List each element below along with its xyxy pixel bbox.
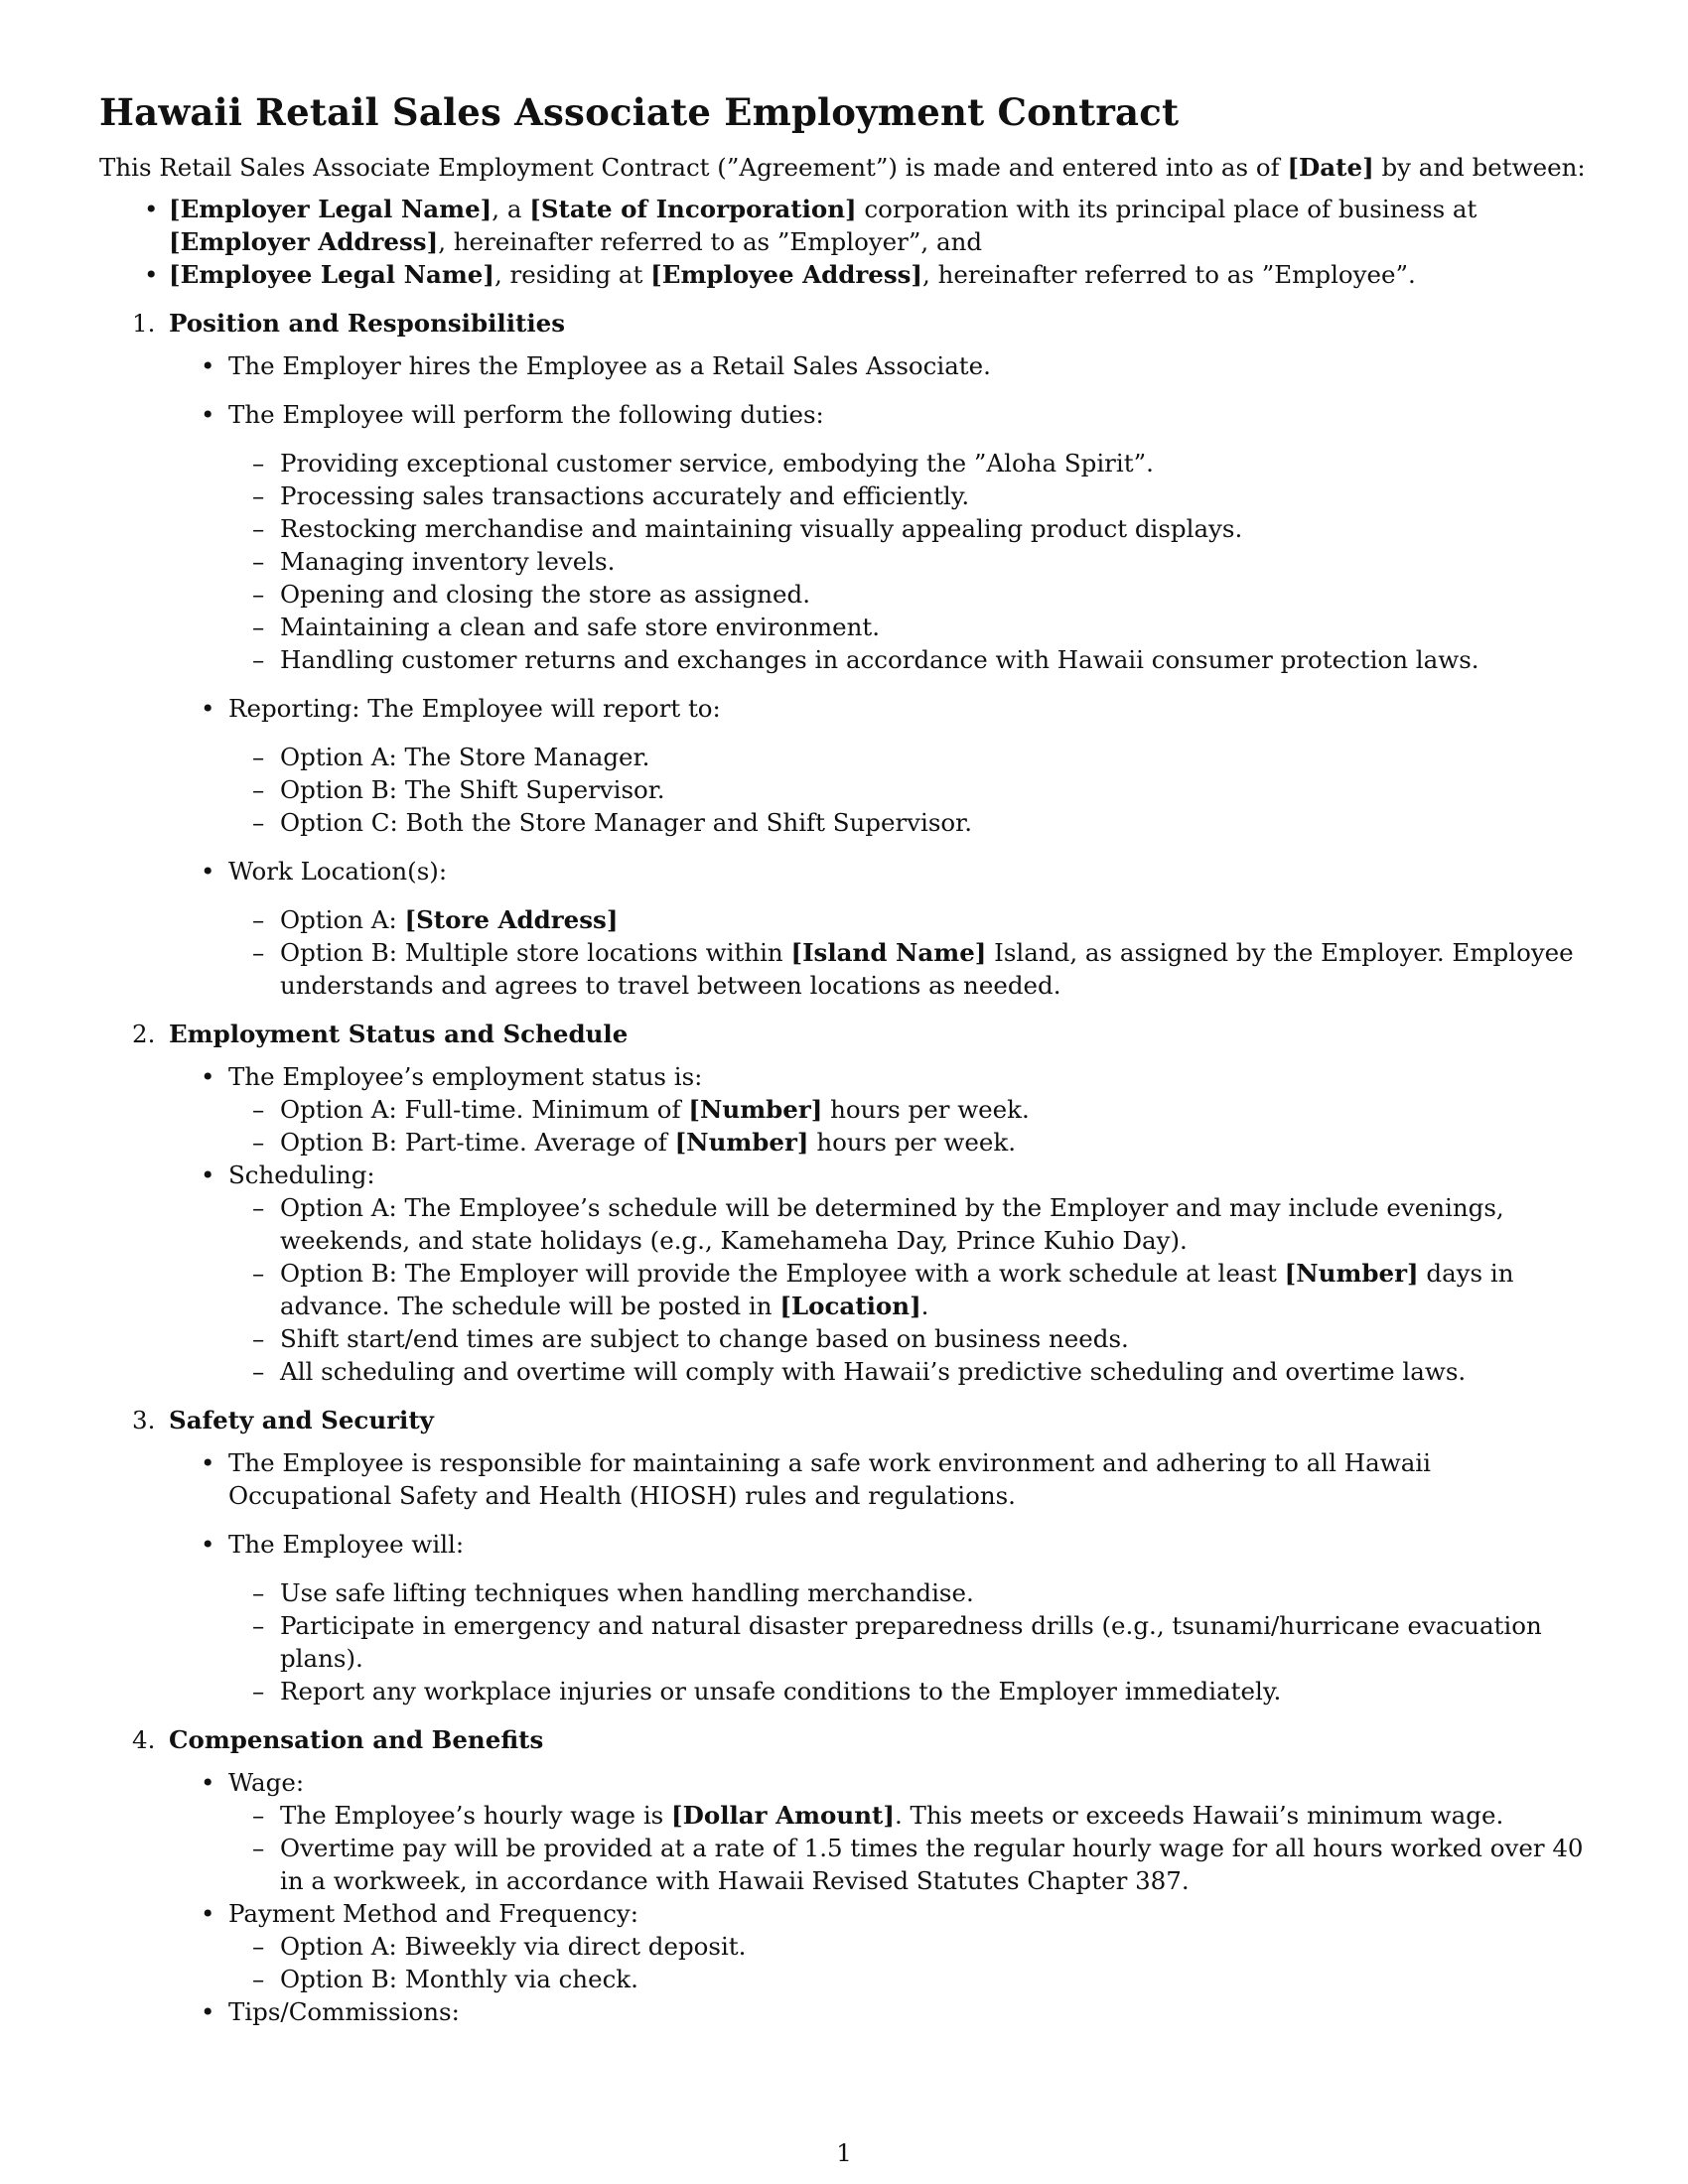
section-title: Position and Responsibilities bbox=[169, 309, 566, 338]
list-item: – Managing inventory levels. bbox=[228, 545, 1589, 578]
number-placeholder: [Number] bbox=[674, 1128, 809, 1157]
scheduling-list bbox=[228, 1191, 1589, 1388]
list-item: • The Employer hires the Employee as a Retail Sales Associate. bbox=[169, 349, 1589, 382]
list-item: – Opening and closing the store as assigned. bbox=[228, 578, 1589, 611]
list-item: – The Employee’s hourly wage is [Dollar Amount]. This meets or exceeds Hawaii’s minimum wage. bbox=[228, 1799, 1589, 1832]
will-list bbox=[228, 1576, 1589, 1707]
list-item: – Option B: Part-time. Average of [Number] hours per week. bbox=[228, 1126, 1589, 1159]
list-item: – Restocking merchandise and maintaining visually appealing product displays. bbox=[228, 512, 1589, 545]
section-1 bbox=[99, 307, 1589, 1002]
wage-item: • Wage: – The Employee’s hourly wage is [Dollar Amount]. This meets or exceeds Hawaii’s minimum wage. – Overtime pay will be provided at a rate of 1.5 times the regular hourly wage for all hours worked over 40 in a workweek, in accordance with Hawaii Revised Statutes Chapter 387. bbox=[169, 1766, 1589, 1897]
section-1-items bbox=[169, 349, 1589, 1002]
page-number: 1 bbox=[836, 2138, 852, 2167]
section-title: Safety and Security bbox=[169, 1406, 434, 1434]
employee-name-placeholder: [Employee Legal Name] bbox=[169, 260, 494, 289]
list-item: – Option A: The Employee’s schedule will be determined by the Employer and may include evenings, weekends, and state holidays (e.g., Kamehameha Day, Prince Kuhio Day). bbox=[228, 1191, 1589, 1257]
store-address-placeholder: [Store Address] bbox=[404, 905, 619, 934]
section-number: 1. bbox=[132, 309, 156, 338]
section-title: Employment Status and Schedule bbox=[169, 1020, 629, 1048]
list-item: – Option C: Both the Store Manager and Shift Supervisor. bbox=[228, 806, 1589, 839]
wage-list bbox=[228, 1799, 1589, 1897]
list-item: – Overtime pay will be provided at a rate of 1.5 times the regular hourly wage for all hours worked over 40 in a workweek, in accordance with Hawaii Revised Statutes Chapter 387. bbox=[228, 1832, 1589, 1897]
section-2 bbox=[99, 1018, 1589, 1388]
location-list bbox=[228, 903, 1589, 1002]
list-item: – Option B: The Employer will provide the Employee with a work schedule at least [Number] days in advance. The schedule will be posted in [Location]. bbox=[228, 1257, 1589, 1322]
island-name-placeholder: [Island Name] bbox=[790, 938, 987, 967]
duties-list bbox=[228, 447, 1589, 676]
list-item: – Option B: Multiple store locations within [Island Name] Island, as assigned by the Employer. Employee understands and agrees to travel between locations as needed. bbox=[228, 936, 1589, 1002]
section-number: 4. bbox=[132, 1725, 156, 1754]
number-placeholder: [Number] bbox=[1284, 1259, 1419, 1288]
list-item: – Shift start/end times are subject to change based on business needs. bbox=[228, 1322, 1589, 1355]
party-employee: • [Employee Legal Name], residing at [Employee Address], hereinafter referred to as ”Employee”. bbox=[99, 258, 1589, 291]
section-title: Compensation and Benefits bbox=[169, 1725, 544, 1754]
list-item: – All scheduling and overtime will comply with Hawaii’s predictive scheduling and overtime laws. bbox=[228, 1355, 1589, 1388]
section-3 bbox=[99, 1404, 1589, 1707]
list-item: – Processing sales transactions accurately and efficiently. bbox=[228, 479, 1589, 512]
duties-item: • The Employee will perform the following duties: – Providing exceptional customer service, embodying the ”Aloha Spirit”. – Processing sales transactions accurately and efficiently. – Restocking merchandise and maintaining visually appealing product displays. – Managing inventory levels. – Opening and closing the store as assigned. – Maintaining a clean and safe store environment. – Handling customer returns and exchanges in accordance with Hawaii consumer protection laws. bbox=[169, 398, 1589, 676]
section-4 bbox=[99, 1723, 1589, 2028]
scheduling-item: • Scheduling: – Option A: The Employee’s schedule will be determined by the Employer and may include evenings, weekends, and state holidays (e.g., Kamehameha Day, Prince Kuhio Day). – Option B: The Employer will provide the Employee with a work schedule at least [Number] days in advance. The schedule will be posted in [Location]. – Shift start/end times are subject to change based on business needs. – All scheduling and overtime will comply with Hawaii’s predictive scheduling and overtime laws. bbox=[169, 1159, 1589, 1388]
list-item: – Handling customer returns and exchanges in accordance with Hawaii consumer protection laws. bbox=[228, 643, 1589, 676]
number-placeholder: [Number] bbox=[688, 1095, 823, 1124]
list-item: – Participate in emergency and natural disaster preparedness drills (e.g., tsunami/hurricane evacuation plans). bbox=[228, 1609, 1589, 1675]
section-4-items bbox=[169, 1766, 1589, 2028]
status-item: • The Employee’s employment status is: – Option A: Full-time. Minimum of [Number] hours per week. – Option B: Part-time. Average of [Number] hours per week. bbox=[169, 1060, 1589, 1159]
section-3-items bbox=[169, 1446, 1589, 1707]
location-placeholder: [Location] bbox=[779, 1292, 921, 1320]
parties-list bbox=[99, 193, 1589, 291]
list-item: • The Employee is responsible for maintaining a safe work environment and adhering to all Hawaii Occupational Safety and Health (HIOSH) rules and regulations. bbox=[169, 1446, 1589, 1512]
list-item: – Option A: [Store Address] bbox=[228, 903, 1589, 936]
payment-item: • Payment Method and Frequency: – Option A: Biweekly via direct deposit. – Option B: Monthly via check. bbox=[169, 1897, 1589, 1995]
reporting-list bbox=[228, 741, 1589, 839]
list-item: – Option A: Full-time. Minimum of [Number] hours per week. bbox=[228, 1093, 1589, 1126]
tips-item: • Tips/Commissions: bbox=[169, 1995, 1589, 2028]
employee-address-placeholder: [Employee Address] bbox=[650, 260, 923, 289]
status-list bbox=[228, 1093, 1589, 1159]
will-item: • The Employee will: – Use safe lifting techniques when handling merchandise. – Participate in emergency and natural disaster preparedness drills (e.g., tsunami/hurricane evacuation plans). – Report any workplace injuries or unsafe conditions to the Employer immediately. bbox=[169, 1528, 1589, 1707]
reporting-item: • Reporting: The Employee will report to: – Option A: The Store Manager. – Option B: The Shift Supervisor. – Option C: Both the Store Manager and Shift Supervisor. bbox=[169, 692, 1589, 839]
section-number: 3. bbox=[132, 1406, 156, 1434]
section-2-items bbox=[169, 1060, 1589, 1388]
list-item: – Maintaining a clean and safe store environment. bbox=[228, 611, 1589, 643]
intro-paragraph: This Retail Sales Associate Employment Contract (”Agreement”) is made and entered into as of [Date] by and between: bbox=[99, 153, 1586, 182]
employer-name-placeholder: [Employer Legal Name] bbox=[169, 195, 492, 223]
dollar-amount-placeholder: [Dollar Amount] bbox=[671, 1801, 895, 1830]
party-employer: • [Employer Legal Name], a [State of Incorporation] corporation with its principal place of business at [Employer Address], hereinafter referred to as ”Employer”, and bbox=[99, 193, 1589, 258]
state-placeholder: [State of Incorporation] bbox=[529, 195, 857, 223]
work-location-item: • Work Location(s): – Option A: [Store Address] – Option B: Multiple store locations within [Island Name] Island, as assigned by the Employer. Employee understands and agrees to travel between locations as needed. bbox=[169, 855, 1589, 1002]
list-item: – Option A: Biweekly via direct deposit. bbox=[228, 1930, 1589, 1963]
section-number: 2. bbox=[132, 1020, 156, 1048]
sections-list bbox=[99, 307, 1589, 2028]
payment-list bbox=[228, 1930, 1589, 1995]
employer-address-placeholder: [Employer Address] bbox=[169, 227, 439, 256]
date-placeholder: [Date] bbox=[1287, 153, 1374, 182]
list-item: – Option A: The Store Manager. bbox=[228, 741, 1589, 773]
list-item: – Providing exceptional customer service, embodying the ”Aloha Spirit”. bbox=[228, 447, 1589, 479]
list-item: – Report any workplace injuries or unsafe conditions to the Employer immediately. bbox=[228, 1675, 1589, 1707]
document-content bbox=[99, 87, 1589, 2028]
list-item: – Use safe lifting techniques when handling merchandise. bbox=[228, 1576, 1589, 1609]
list-item: – Option B: The Shift Supervisor. bbox=[228, 773, 1589, 806]
document-title: Hawaii Retail Sales Associate Employment Contract bbox=[99, 90, 1180, 134]
list-item: – Option B: Monthly via check. bbox=[228, 1963, 1589, 1995]
